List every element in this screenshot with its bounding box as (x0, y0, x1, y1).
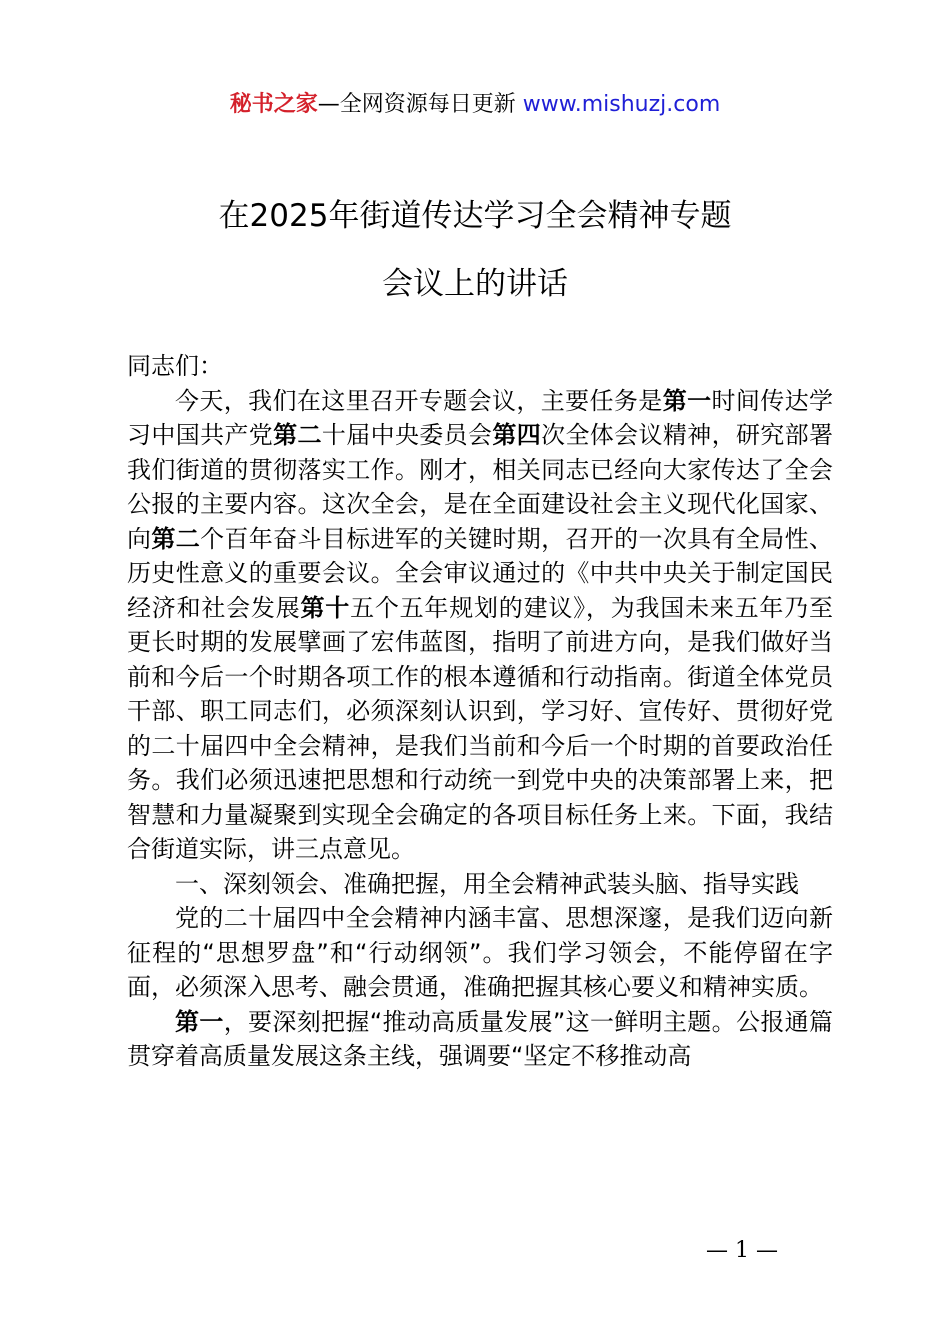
header-tagline: —全网资源每日更新 (317, 92, 523, 117)
bold-text: 第一 (662, 386, 712, 415)
text-run: ，要深刻把握“推动高质量发展”这一鲜明主题。公报通篇贯穿着高质量发展这条主线，强调要“坚定不移推动高 (127, 1007, 834, 1070)
brand-name: 秘书之家 (229, 92, 318, 117)
bold-text: 第二 (273, 421, 322, 449)
section-heading-1: 一、深刻领会、准确把握，用全会精神武装头脑、指导实践 (175, 869, 799, 898)
paragraph-intro (127, 384, 833, 867)
bold-text: 第十 (300, 593, 351, 622)
text-run: 个百年奋斗目标进军的关键时期，召开的一次具有全局性、历史性意义的重要会议。全会审议通过的《中共中央关于制定国民经济和社会发展 (127, 524, 834, 622)
text-run: 今天，我们在这里召开专题会议，主要任务是 (175, 386, 663, 415)
site-url-link[interactable]: www.mishuzj.com (522, 92, 721, 117)
paragraph-section-1: 党的二十届四中全会精神内涵丰富、思想深邃，是我们迈向新征程的“思想罗盘”和“行动纲领”。我们学习领会，不能停留在字面，必须深入思考、融会贯通，准确把握其核心要义和精神实质。 (127, 904, 833, 1001)
paragraph-point-1 (127, 1005, 833, 1074)
document-title-line-2: 会议上的讲话 (382, 266, 568, 302)
bold-text: 第四 (492, 421, 542, 449)
salutation: 同志们： (127, 352, 223, 380)
bold-text: 第一 (175, 1007, 224, 1036)
document-body (127, 349, 833, 1074)
document-title-line-1: 在2025年街道传达学习全会精神专题 (218, 198, 732, 234)
site-header (0, 88, 950, 122)
page-number: — 1 — (706, 1238, 778, 1263)
text-run: 次全体会议精神，研究部署我们街道的贯彻落实工作。刚才，相关同志已经向大家传达了全会公报的主要内容。这次全会，是在全面建设社会主义现代化国家、向 (127, 421, 834, 553)
text-run: 十届中央委员会 (321, 421, 493, 449)
text-run: 时间传达学习中国共产党 (127, 386, 834, 449)
bold-text: 第二 (151, 524, 201, 553)
text-run: 五个五年规划的建议》，为我国未来五年乃至更长时期的发展擘画了宏伟蓝图，指明了前进方向，是我们做好当前和今后一个时期各项工作的根本遵循和行动指南。街道全体党员干部、职工同志们，必须深刻认识到，学习好、宣传好、贯彻好党的二十届四中全会精神，是我们当前和今后一个时期的首要政治任务。我们必须迅速把思想和行动统一到党中央的决策部署上来，把智慧和力量凝聚到实现全会确定的各项目标任务上来。下面，我结合街道实际，讲三点意见。 (127, 593, 834, 863)
